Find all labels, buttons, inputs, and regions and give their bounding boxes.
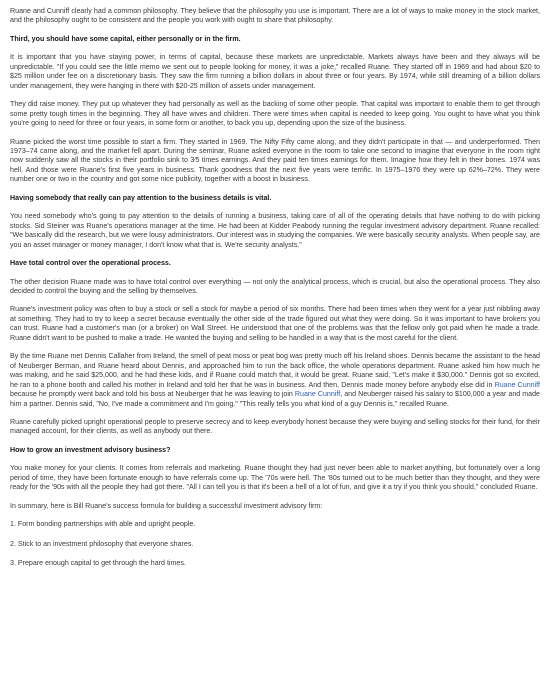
paragraph-investment-policy: Ruane's investment policy was often to buy a stock or sell a stock for maybe a period of six months. There had been times when they went for a year just nibbling away at something. They had to try to keep a secret because eventually the other side of the trade figured out what they were doing. So it was important to have brokers you can trust. Ruane had a customer's man (or a broker) on Wall Street. He understood that one of the problems was that the fellow only got paid when he made a trade. Ruane didn't want to be pushed to make a trade. He wanted the buying and selling to be handled in a way that is the most careful for the client. <box>10 305 540 342</box>
text-run: , and Neuberger raised his salary to $100,000 a year and made him a partner. Dennis said, "No, I've made a commitment and I'm going." "This really tells you what kind of a guy Dennis is," recalled Ruane. <box>10 390 540 408</box>
paragraph-upright-people: Ruane carefully picked upright operational people to preserve secrecy and to keep everybody honest because they were buying and selling stocks for their fund, for their managed account, for their clients, as well as anybody out there. <box>10 417 540 436</box>
paragraph-raise-money: They did raise money. They put up whatever they had personally as well as the backing of some other people. That capital was important to enable them to get through some pretty tough times in the beginning. They all have wives and children. There were times when capital is needed to keep going. You ought to have what you think you're going to need for three or four years, in some form or another, to back you up, depending upon the size of the business. <box>10 100 540 128</box>
heading-total-control: Have total control over the operational process. <box>10 259 171 268</box>
paragraph-summary-intro: In summary, here is Bill Ruane's success formula for building a successful investment advisory firm: <box>10 501 323 510</box>
text-run: By the time Ruane met Dennis Callaher from Ireland, the smell of peat moss or peat bog was pretty much off his Ireland shoes. Dennis became the assistant to the head of Neuberger Berman, and Ruane heard about Dennis, and approached him to run the back office, the whole operations department. Ruane asked him how much he was making, and he said $25,000, and he had these kids, and if Ruane could match that, it would be great. Ruane said, "Let's make it $30,000." Dennis got so excited, he ran to a phone booth and called his mother in Ireland and told her that he was in business. And then, Dennis made money before anybody else did in <box>10 352 540 389</box>
list-item: 1. Form bonding partnerships with able and upright people. <box>10 520 196 529</box>
list-item: 2. Stick to an investment philosophy that everyone shares. <box>10 539 194 548</box>
paragraph-control-decision: The other decision Ruane made was to have total control over everything — not only the analytical process, which is crucial, but also the operational process. They also decided to control the buying and the selling by themselves. <box>10 277 540 295</box>
paragraph-worst-time: Ruane picked the worst time possible to start a firm. They started in 1969. The Nifty Fifty came along, and they didn't participate in that — and underperformed. Then 1973–74 came along, and the market fell apart. During the seminar, Ruane asked everyone in the room to take one second to imagine that everyone in the room right now suddenly saw all the stocks in their portfolio sink to 3⁄5 times earnings. And they paid ten times earnings for them. Imagine how they felt in their bones. 1974 was hell. And those were Ruane's first five years in business. Thank goodness that the next five years were terrific. In 1975–1976 they were up 62%–72%. They were number one or two in the country and got some nice publicity, together with a boost in business. <box>10 137 540 184</box>
list-item: 3. Prepare enough capital to get through the hard times. <box>10 559 186 568</box>
paragraph-dennis-callaher <box>10 352 540 409</box>
text-run: because he promptly went back and told his boss at Neuberger that he was leaving to join <box>10 390 295 399</box>
ruane-cunniff-link[interactable]: Ruane Cunniff <box>294 390 341 399</box>
paragraph-referrals: You make money for your clients. It comes from referrals and marketing. Ruane thought they had just never been able to market anything, but fortunately over a long period of time, they have been fortunate enough to have referrals come up. The '70s were hell. The '80s turned out to be much better than they thought, and they were ready for the '90s with all the people they had got there. "All I can tell you is that it's been a hell of a lot of fun, and give it a try if you think you should," concluded Ruane. <box>10 464 540 492</box>
paragraph-staying-power: It is important that you have staying power, in terms of capital, because these markets are unpredictable. Markets always have been and they always will be unpredictable. "If you could see the little memo we sent out to people looking for money, it was a joke," recalled Ruane. They started off in 1969 and had about $20 to $25 million under fee on a discretionary basis. They saw the firm running a billion dollars in about three or four years. By 1974, while still dreaming of a billion dollars under management, they were hanging in there with $20-25 million of assets under management. <box>10 53 540 90</box>
heading-business-details: Having somebody that really can pay attention to the business details is vital. <box>10 193 272 202</box>
heading-capital: Third, you should have some capital, either personally or in the firm. <box>10 34 241 43</box>
heading-grow-business: How to grow an investment advisory business? <box>10 445 171 454</box>
paragraph-operations-manager: You need somebody who's going to pay attention to the details of running a business, taking care of all of the operating details that have nothing to do with picking stocks. Sid Steiner was Ruane's operations manager at the time. He had been at Kidder Peabody running the regular investment advisory department. Ruane recalled: "We basically did the research, but we were lousy administrators. Our interest was in studying the companies. We were basically security analysts. When people say, are you an asset manager or money manager, I don't know what that is. We're security analysts." <box>10 212 540 249</box>
article-body <box>10 7 540 578</box>
ruane-cunniff-link[interactable]: Ruane Cunniff <box>494 380 540 389</box>
paragraph-common-philosophy: Ruane and Cunniff clearly had a common philosophy. They believe that the philosophy you use is important. There are a lot of ways to make money in the stock market, and the philosophy ought to be consistent and the people you work with ought to share that philosophy. <box>10 7 540 25</box>
